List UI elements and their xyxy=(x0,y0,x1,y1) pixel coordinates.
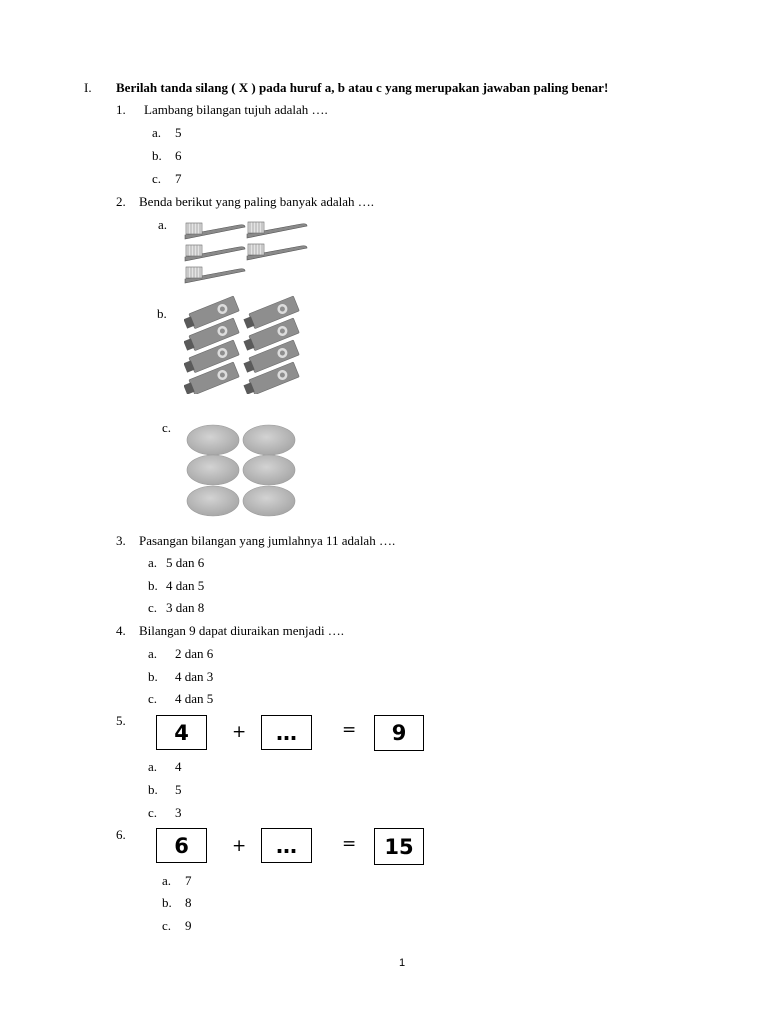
equals-sign: = xyxy=(342,720,357,740)
plus-sign: + xyxy=(232,836,247,856)
option-text: 3 xyxy=(175,805,182,820)
toothbrush-icon xyxy=(247,222,307,238)
option-text: 4 dan 5 xyxy=(166,578,205,593)
soap-group xyxy=(186,422,300,522)
option-text: 5 dan 6 xyxy=(166,555,205,570)
question-1-number: 1. xyxy=(116,102,126,117)
option-letter: a. xyxy=(148,759,158,774)
option-letter: c. xyxy=(148,805,158,820)
question-2-number: 2. xyxy=(116,194,126,209)
option-letter: a. xyxy=(162,873,172,888)
option-letter: b. xyxy=(148,669,158,684)
section-instruction: Berilah tanda silang ( X ) pada huruf a, b atau c yang merupakan jawaban paling benar! xyxy=(116,80,609,95)
toothbrush-icon xyxy=(185,245,245,261)
toothpaste-group xyxy=(184,294,319,394)
option-letter: c. xyxy=(148,691,158,706)
option-text: 9 xyxy=(185,918,192,933)
option-text: 5 xyxy=(175,782,182,797)
option-text: 4 dan 3 xyxy=(175,669,214,684)
question-5-number: 5. xyxy=(116,713,126,728)
equation-result-box: 15 xyxy=(374,828,424,865)
toothbrush-group xyxy=(183,215,313,290)
question-4-text: Bilangan 9 dapat diuraikan menjadi …. xyxy=(139,623,345,638)
option-letter: b. xyxy=(148,782,158,797)
question-3-number: 3. xyxy=(116,533,126,548)
soap-bar-icon xyxy=(187,425,239,455)
plus-sign: + xyxy=(232,722,247,742)
option-letter: b. xyxy=(157,306,167,321)
question-2-text: Benda berikut yang paling banyak adalah …. xyxy=(139,194,375,209)
question-1-text: Lambang bilangan tujuh adalah …. xyxy=(144,102,328,117)
option-text: 6 xyxy=(175,148,182,163)
soap-bar-icon xyxy=(243,455,295,485)
section-number: I. xyxy=(84,80,92,95)
option-text: 7 xyxy=(185,873,192,888)
soap-bar-icon xyxy=(187,486,239,516)
equation-blank-box: … xyxy=(261,828,312,863)
equation-left-box: 6 xyxy=(156,828,207,863)
equation-result-box: 9 xyxy=(374,715,424,751)
option-text: 4 dan 5 xyxy=(175,691,214,706)
option-letter: a. xyxy=(152,125,162,140)
toothbrush-icon xyxy=(185,267,245,283)
option-letter: c. xyxy=(162,918,172,933)
equals-sign: = xyxy=(342,834,357,854)
option-letter: c. xyxy=(152,171,162,186)
option-letter: a. xyxy=(158,217,168,232)
soap-bar-icon xyxy=(243,486,295,516)
question-4-number: 4. xyxy=(116,623,126,638)
option-letter: a. xyxy=(148,555,158,570)
option-letter: c. xyxy=(162,420,172,435)
option-text: 4 xyxy=(175,759,182,774)
option-text: 2 dan 6 xyxy=(175,646,214,661)
toothbrush-icon xyxy=(185,223,245,239)
option-text: 5 xyxy=(175,125,182,140)
soap-bar-icon xyxy=(187,455,239,485)
page-number: 1 xyxy=(399,957,406,969)
option-letter: c. xyxy=(148,600,158,615)
question-3-text: Pasangan bilangan yang jumlahnya 11 adalah …. xyxy=(139,533,396,548)
option-text: 8 xyxy=(185,895,192,910)
option-letter: a. xyxy=(148,646,158,661)
soap-bar-icon xyxy=(243,425,295,455)
option-letter: b. xyxy=(162,895,172,910)
option-text: 7 xyxy=(175,171,182,186)
option-text: 3 dan 8 xyxy=(166,600,205,615)
equation-left-box: 4 xyxy=(156,715,207,750)
question-6-number: 6. xyxy=(116,827,126,842)
toothbrush-icon xyxy=(247,244,307,260)
equation-blank-box: … xyxy=(261,715,312,750)
option-letter: b. xyxy=(148,578,158,593)
option-letter: b. xyxy=(152,148,162,163)
